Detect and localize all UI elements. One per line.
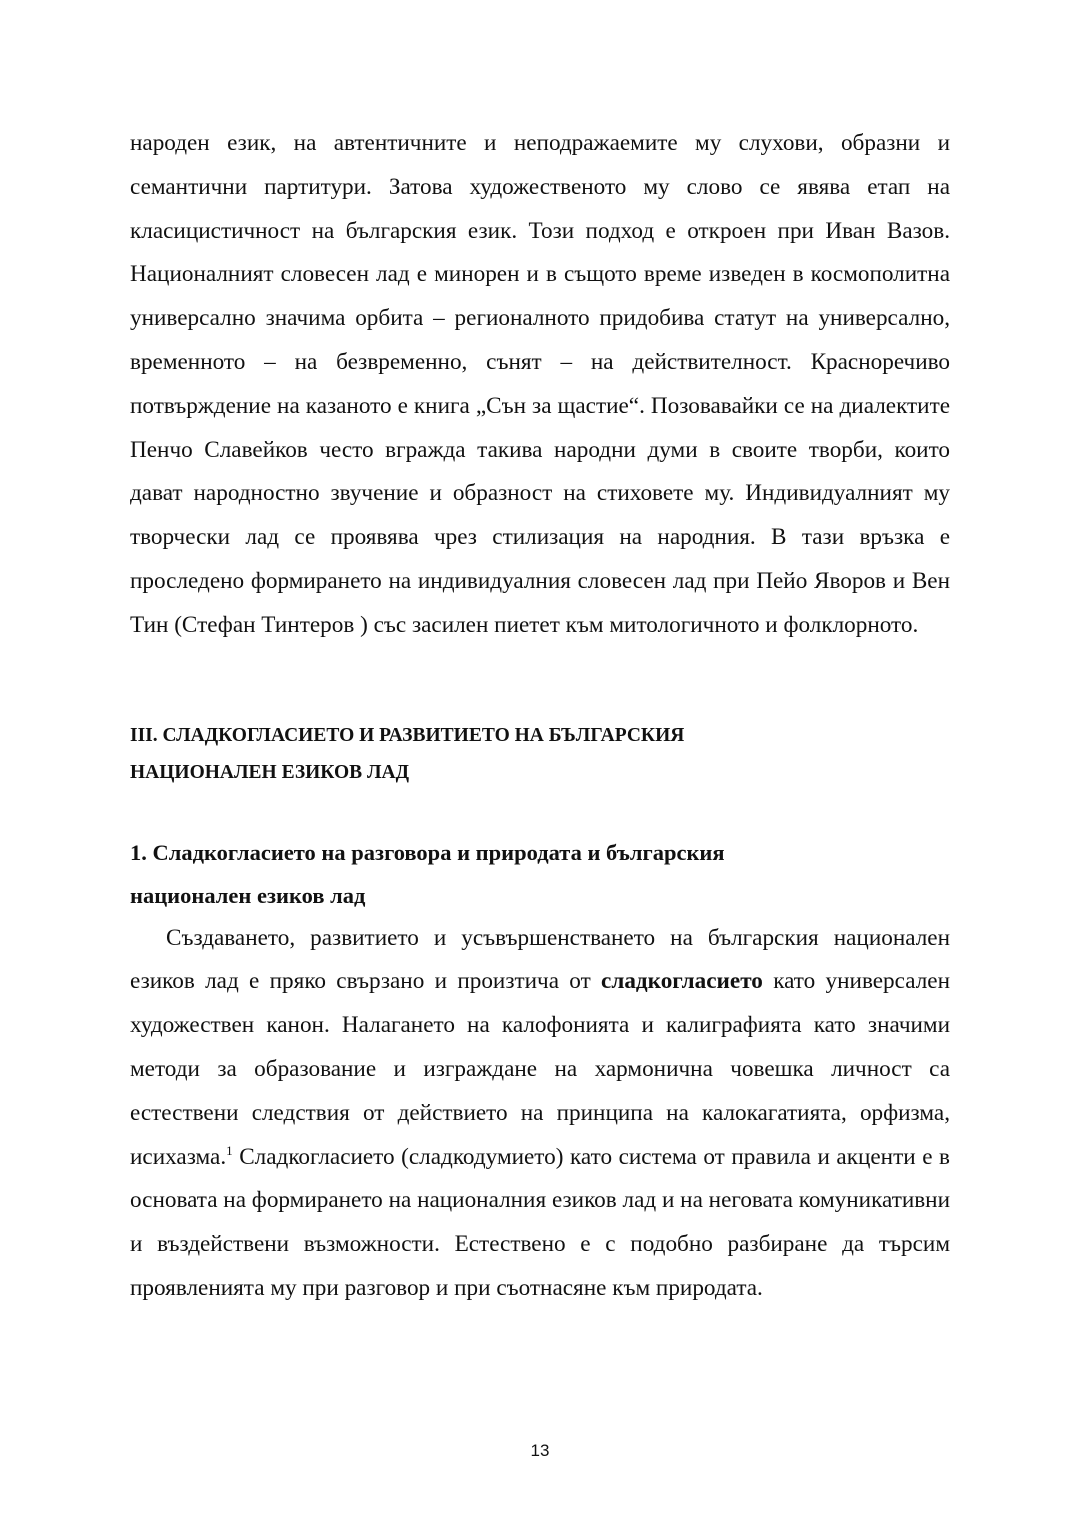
subsection-heading-line-2: национален езиков лад	[130, 882, 366, 908]
body-paragraph-1: народен език, на автентичните и неподражаемите му слухови, образни и семантични партитури. Затова художественото му слово се явява етап на класицистичност на българския език. Този подход е откроен при Иван Вазов. Националният словесен лад е минорен и в същото време изведен в космополитна универсално значима орбита – регионалното придобива статут на универсално, временното – на безвременно, сънят – на действителност. Красноречиво потвърждение на казаното е книга „Сън за щастие“. Позовавайки се на диалектите Пенчо Славейков често вгражда такива народни думи в своите творби, които дават народностно звучение и образност на стиховете му. Индивидуалният му творчески лад се проявява чрез стилизация на народния. В тази връзка е проследено формирането на индивидуалния словесен лад при Пейо Яворов и Вен Тин (Стефан Тинтеров ) със засилен пиетет към митологичното и фолклорното.	[130, 130, 950, 638]
bold-term: сладкогласието	[601, 968, 763, 995]
body-paragraph-2	[130, 917, 950, 1311]
page-number: 13	[530, 1441, 550, 1460]
footnote-marker: 1	[226, 1142, 233, 1158]
subsection-heading	[130, 831, 950, 917]
paragraph-2-text-before-term: Създаването, развитието и усъвършенстването на българския национален езиков лад е пряко свързано и произтича от	[130, 924, 950, 995]
section-heading-line-1: III. СЛАДКОГЛАСИЕТО И РАЗВИТИЕТО НА БЪЛГАРСКИЯ	[130, 724, 685, 746]
section-heading-line-2: НАЦИОНАЛЕН ЕЗИКОВ ЛАД	[130, 761, 410, 783]
subsection-heading-line-1: 1. Сладкогласието на разговора и природата и българския	[130, 839, 725, 865]
paragraph-2-text-after-footnote: Сладкогласието (сладкодумието) като система от правила и акценти е в основата на формирането на националния езиков лад и на неговата комуникативни и въздействени възможности. Естествено е с подобно разбиране да търсим проявленията му при разговор и при съотнасяне към природата.	[130, 1143, 950, 1301]
paragraph-2-text-before-footnote: като универсален художествен канон. Налагането на калофонията и калиграфията като значими методи за образование и изграждане на хармонична човешка личност са естествени следствия от действието на принципа на калокагатията, орфизма, исихазма.	[130, 968, 950, 1170]
page-body	[130, 122, 950, 1311]
